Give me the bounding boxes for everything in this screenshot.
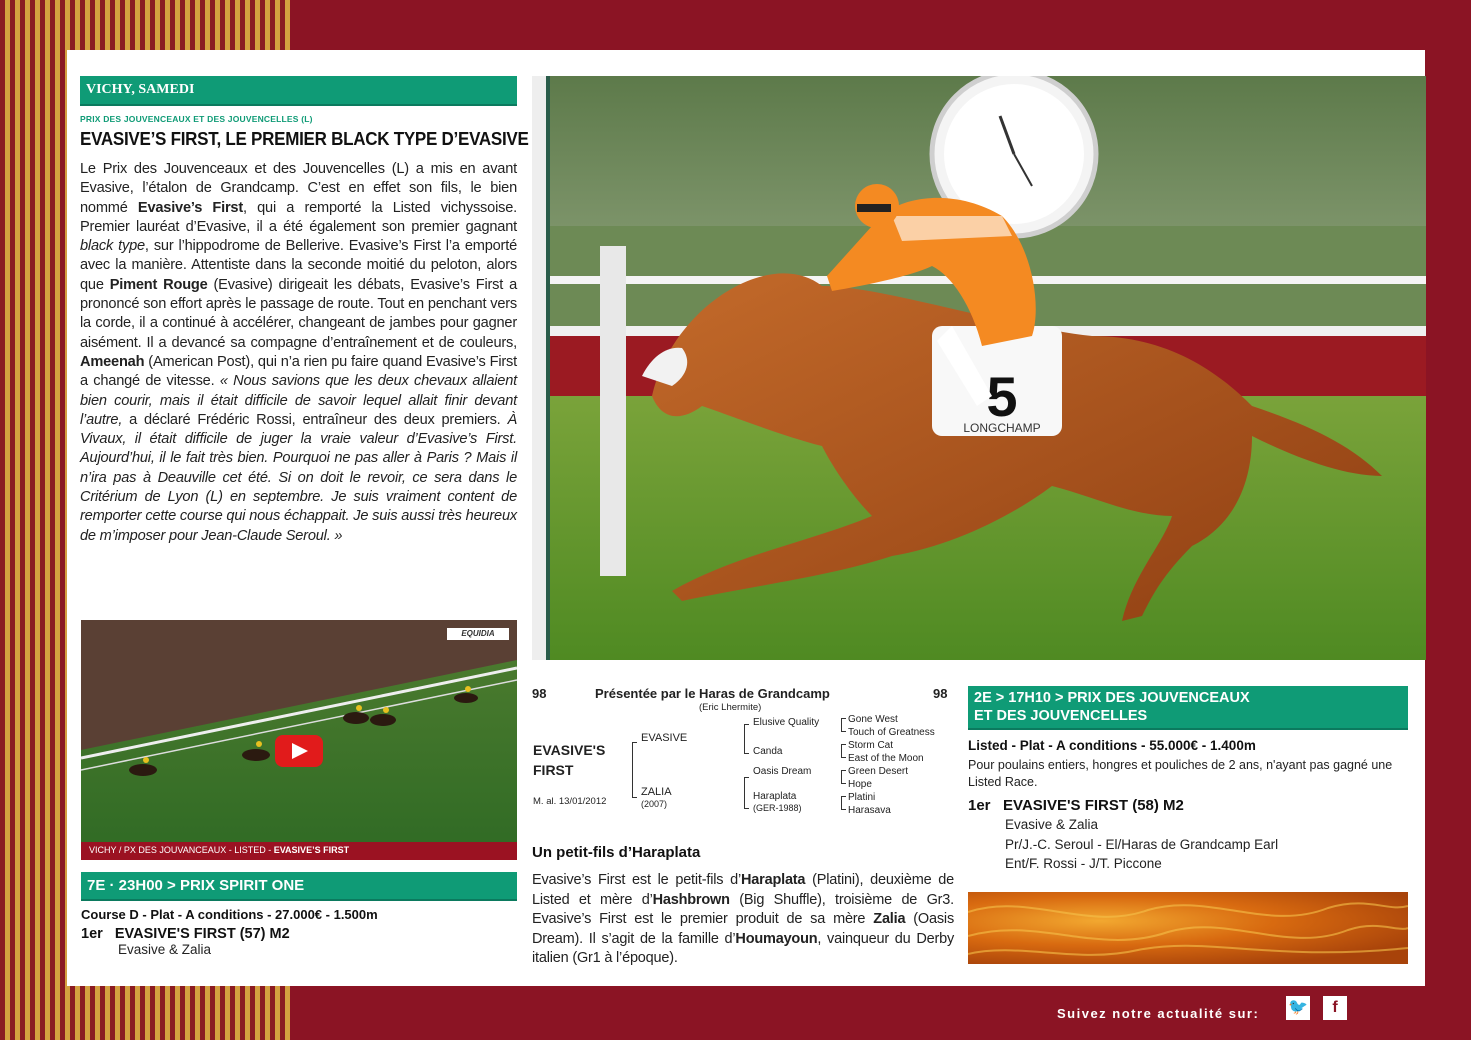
play-button[interactable] xyxy=(275,735,323,767)
pedigree-gs3: Oasis Dream xyxy=(753,766,812,777)
pedigree-ggs-6: Hope xyxy=(848,779,872,790)
video-caption-prefix: VICHY / PX DES JOUVANCEAUX - LISTED - xyxy=(89,845,274,855)
race7-winner-line xyxy=(81,926,517,942)
horse-name-line2: FIRST xyxy=(533,762,574,778)
article-body xyxy=(80,160,517,546)
family-section xyxy=(532,844,954,969)
article-headline: EVASIVE’S FIRST, LE PREMIER BLACK TYPE D’EVASIVE xyxy=(80,128,529,149)
pedigree-bracket-ggs2 xyxy=(841,744,846,758)
family-bold-houmayoun: Houmayoun xyxy=(735,930,818,947)
family-bold-haraplata: Haraplata xyxy=(741,872,806,888)
pedigree-dam: ZALIA xyxy=(641,786,672,798)
race2-conditions: Pour poulains entiers, hongres et pouliches de 2 ans, n'ayant pas gagné une Listed Race. xyxy=(968,758,1393,789)
pedigree-ggs-4: East of the Moon xyxy=(848,753,924,764)
page-number-left: 98 xyxy=(532,686,547,701)
footer-follow-text: Suivez notre actualité sur: xyxy=(1057,1006,1260,1021)
saddle-number: 5 xyxy=(986,365,1018,428)
family-text-5: , vainqueur du Derby italien (Gr1 à l’époque). xyxy=(532,930,955,966)
pedigree-sire: EVASIVE xyxy=(641,732,688,744)
pedigree-ggs-8: Harasava xyxy=(848,805,891,816)
pedigree-bracket-main xyxy=(632,742,637,798)
race2-header-line1: 2E > 17H10 > PRIX DES JOUVENCEAUX xyxy=(974,690,1250,706)
pedigree-gs4: Haraplata xyxy=(753,791,797,802)
facebook-icon[interactable]: f xyxy=(1323,996,1347,1020)
pedigree-ggs-2: Touch of Greatness xyxy=(848,727,935,738)
body-text-6: a déclaré Frédéric Rossi, entraîneur des deux premiers. xyxy=(122,411,508,428)
pedigree-author: (Eric Lhermite) xyxy=(699,702,762,713)
pedigree-ggs-1: Gone West xyxy=(848,714,898,725)
race2-winner-line xyxy=(968,797,1408,814)
race-video-thumbnail[interactable] xyxy=(81,620,517,860)
race2-block xyxy=(968,686,1408,874)
family-body xyxy=(532,871,954,969)
saddle-text: LONGCHAMP xyxy=(963,421,1041,435)
horse-dob: M. al. 13/01/2012 xyxy=(533,796,607,807)
pedigree-title: Présentée par le Haras de Grandcamp xyxy=(595,686,830,701)
body-quote-1: « Nous savions que les deux chevaux allaient bien courir, mais il était difficile de savoir lequel allait finir devant l’autre, xyxy=(80,373,517,428)
video-caption xyxy=(89,845,349,855)
race7-parents: Evasive & Zalia xyxy=(118,942,212,957)
race7-header: 7E · 23H00 > PRIX SPIRIT ONE xyxy=(81,872,517,901)
family-text-4: (Oasis Dream). Il s’agit de la famille d’ xyxy=(532,911,954,947)
race-photo xyxy=(532,76,1426,660)
family-text-3: (Big Shuffle), troisième de Gr3. Evasive’s First est le premier produit de sa mère xyxy=(532,891,954,927)
race2-place: 1er xyxy=(968,797,991,814)
family-bold-hashbrown: Hashbrown xyxy=(652,891,730,908)
race7-info: Course D - Plat - A conditions - 27.000€ - 1.500m xyxy=(81,907,378,922)
pedigree-gs1: Elusive Quality xyxy=(753,717,820,728)
pedigree-ggs-3: Storm Cat xyxy=(848,740,894,751)
race2-header-line2: ET DES JOUVENCELLES xyxy=(974,708,1148,724)
body-text-2: , qui a remporté la Listed vichyssoise. Premier lauréat d’Evasive, il a été également son premier gagnant xyxy=(80,199,517,235)
body-text-4: (Evasive) dirigeait les débats, Evasive’s First a prononcé son effort après le passage de route. Tout en penchant vers la corde, il a continué à accélérer, changeant de jambes pour gagner aisément. Il a devancé sa compagne d’entraînement et de couleurs, xyxy=(80,276,517,351)
body-bold-ameenah: Ameenah xyxy=(80,353,145,370)
pedigree-bracket-ggs1 xyxy=(841,718,846,732)
body-text-1: Le Prix des Jouvenceaux et des Jouvencelles (L) a mis en avant Evasive, l’étalon de Grandcamp. C’est en effet son fils, le bien nommé xyxy=(80,161,517,216)
race2-winner: EVASIVE'S FIRST (58) M2 xyxy=(1003,797,1184,814)
body-bold-piment-rouge: Piment Rouge xyxy=(109,276,208,293)
pedigree-bracket-ggs3 xyxy=(841,770,846,784)
left-article xyxy=(80,76,529,546)
body-text-5: (American Post), qui n’a rien pu faire quand Evasive’s First a changé de vitesse. xyxy=(80,353,517,390)
horse-racing-photo xyxy=(532,76,1426,660)
body-quote-2: À Vivaux, il était difficile de juger la vraie valeur d’Evasive’s First. Aujourd’hui, il le fait très bien. Pourquoi ne pas aller à Paris ? Mais il n’ira pas à Deauville cet été. Si on doit le revoir, ce sera dans le Critérium de Lyon (L) en septembre. Je suis vraiment content de remporter cette course qui nous échappait. Je suis aussi très heureux de m’imposer pour Jean-Claude Seroul. » xyxy=(80,411,517,544)
video-caption-bold: EVASIVE’S FIRST xyxy=(273,845,350,855)
play-icon xyxy=(292,743,308,759)
magazine-page xyxy=(67,50,1425,986)
twitter-icon[interactable]: 🐦 xyxy=(1286,996,1310,1020)
body-italic-black-type: black type xyxy=(80,238,145,255)
race2-details xyxy=(1005,815,1408,874)
race2-info: Listed - Plat - A conditions - 55.000€ - 1.400m xyxy=(968,738,1256,753)
race2-parents: Evasive & Zalia xyxy=(1005,817,1099,832)
article-subtitle: PRIX DES JOUVENCEAUX ET DES JOUVENCELLES (L) xyxy=(80,114,313,124)
race7-place: 1er xyxy=(81,926,103,942)
pedigree-gs2: Canda xyxy=(753,746,783,757)
decorative-texture xyxy=(968,892,1408,964)
pedigree-bracket-ggs4 xyxy=(841,796,846,810)
equidia-logo: EQUIDIA xyxy=(447,628,509,640)
pedigree-ggs-7: Platini xyxy=(848,792,876,803)
body-bold-evasives-first: Evasive’s First xyxy=(137,199,244,216)
race7-block xyxy=(81,872,517,957)
family-text-2: (Platini), deuxième de Listed et mère d’ xyxy=(532,872,954,908)
race2-owner: Pr/J.-C. Seroul - El/Haras de Grandcamp Earl xyxy=(1005,836,1279,852)
page-number-right: 98 xyxy=(933,686,948,701)
body-text-3: , sur l’hippodrome de Bellerive. Evasive’s First l’a emporté avec la manière. Attentiste dans la seconde moitié du peloton, alors que xyxy=(80,238,517,293)
race2-header xyxy=(968,686,1408,730)
family-bold-zalia: Zalia xyxy=(873,911,906,927)
section-header: VICHY, SAMEDI xyxy=(80,76,517,106)
family-text-1: Evasive’s First est le petit-fils d’ xyxy=(532,872,742,888)
pedigree-ggs-5: Green Desert xyxy=(848,766,909,777)
pedigree-dam-year: (2007) xyxy=(641,799,668,809)
race2-trainer: Ent/F. Rossi - J/T. Piccone xyxy=(1005,856,1162,871)
pedigree-bracket-dam xyxy=(744,777,749,809)
pedigree-bracket-sire xyxy=(744,724,749,754)
family-title: Un petit-fils d’Haraplata xyxy=(532,844,701,861)
race7-winner: EVASIVE'S FIRST (57) M2 xyxy=(114,926,290,942)
horse-name-line1: EVASIVE'S xyxy=(533,742,606,758)
texture-swirls xyxy=(968,892,1408,964)
pedigree-table xyxy=(529,682,961,832)
pedigree-gs4-note: (GER-1988) xyxy=(753,803,802,813)
